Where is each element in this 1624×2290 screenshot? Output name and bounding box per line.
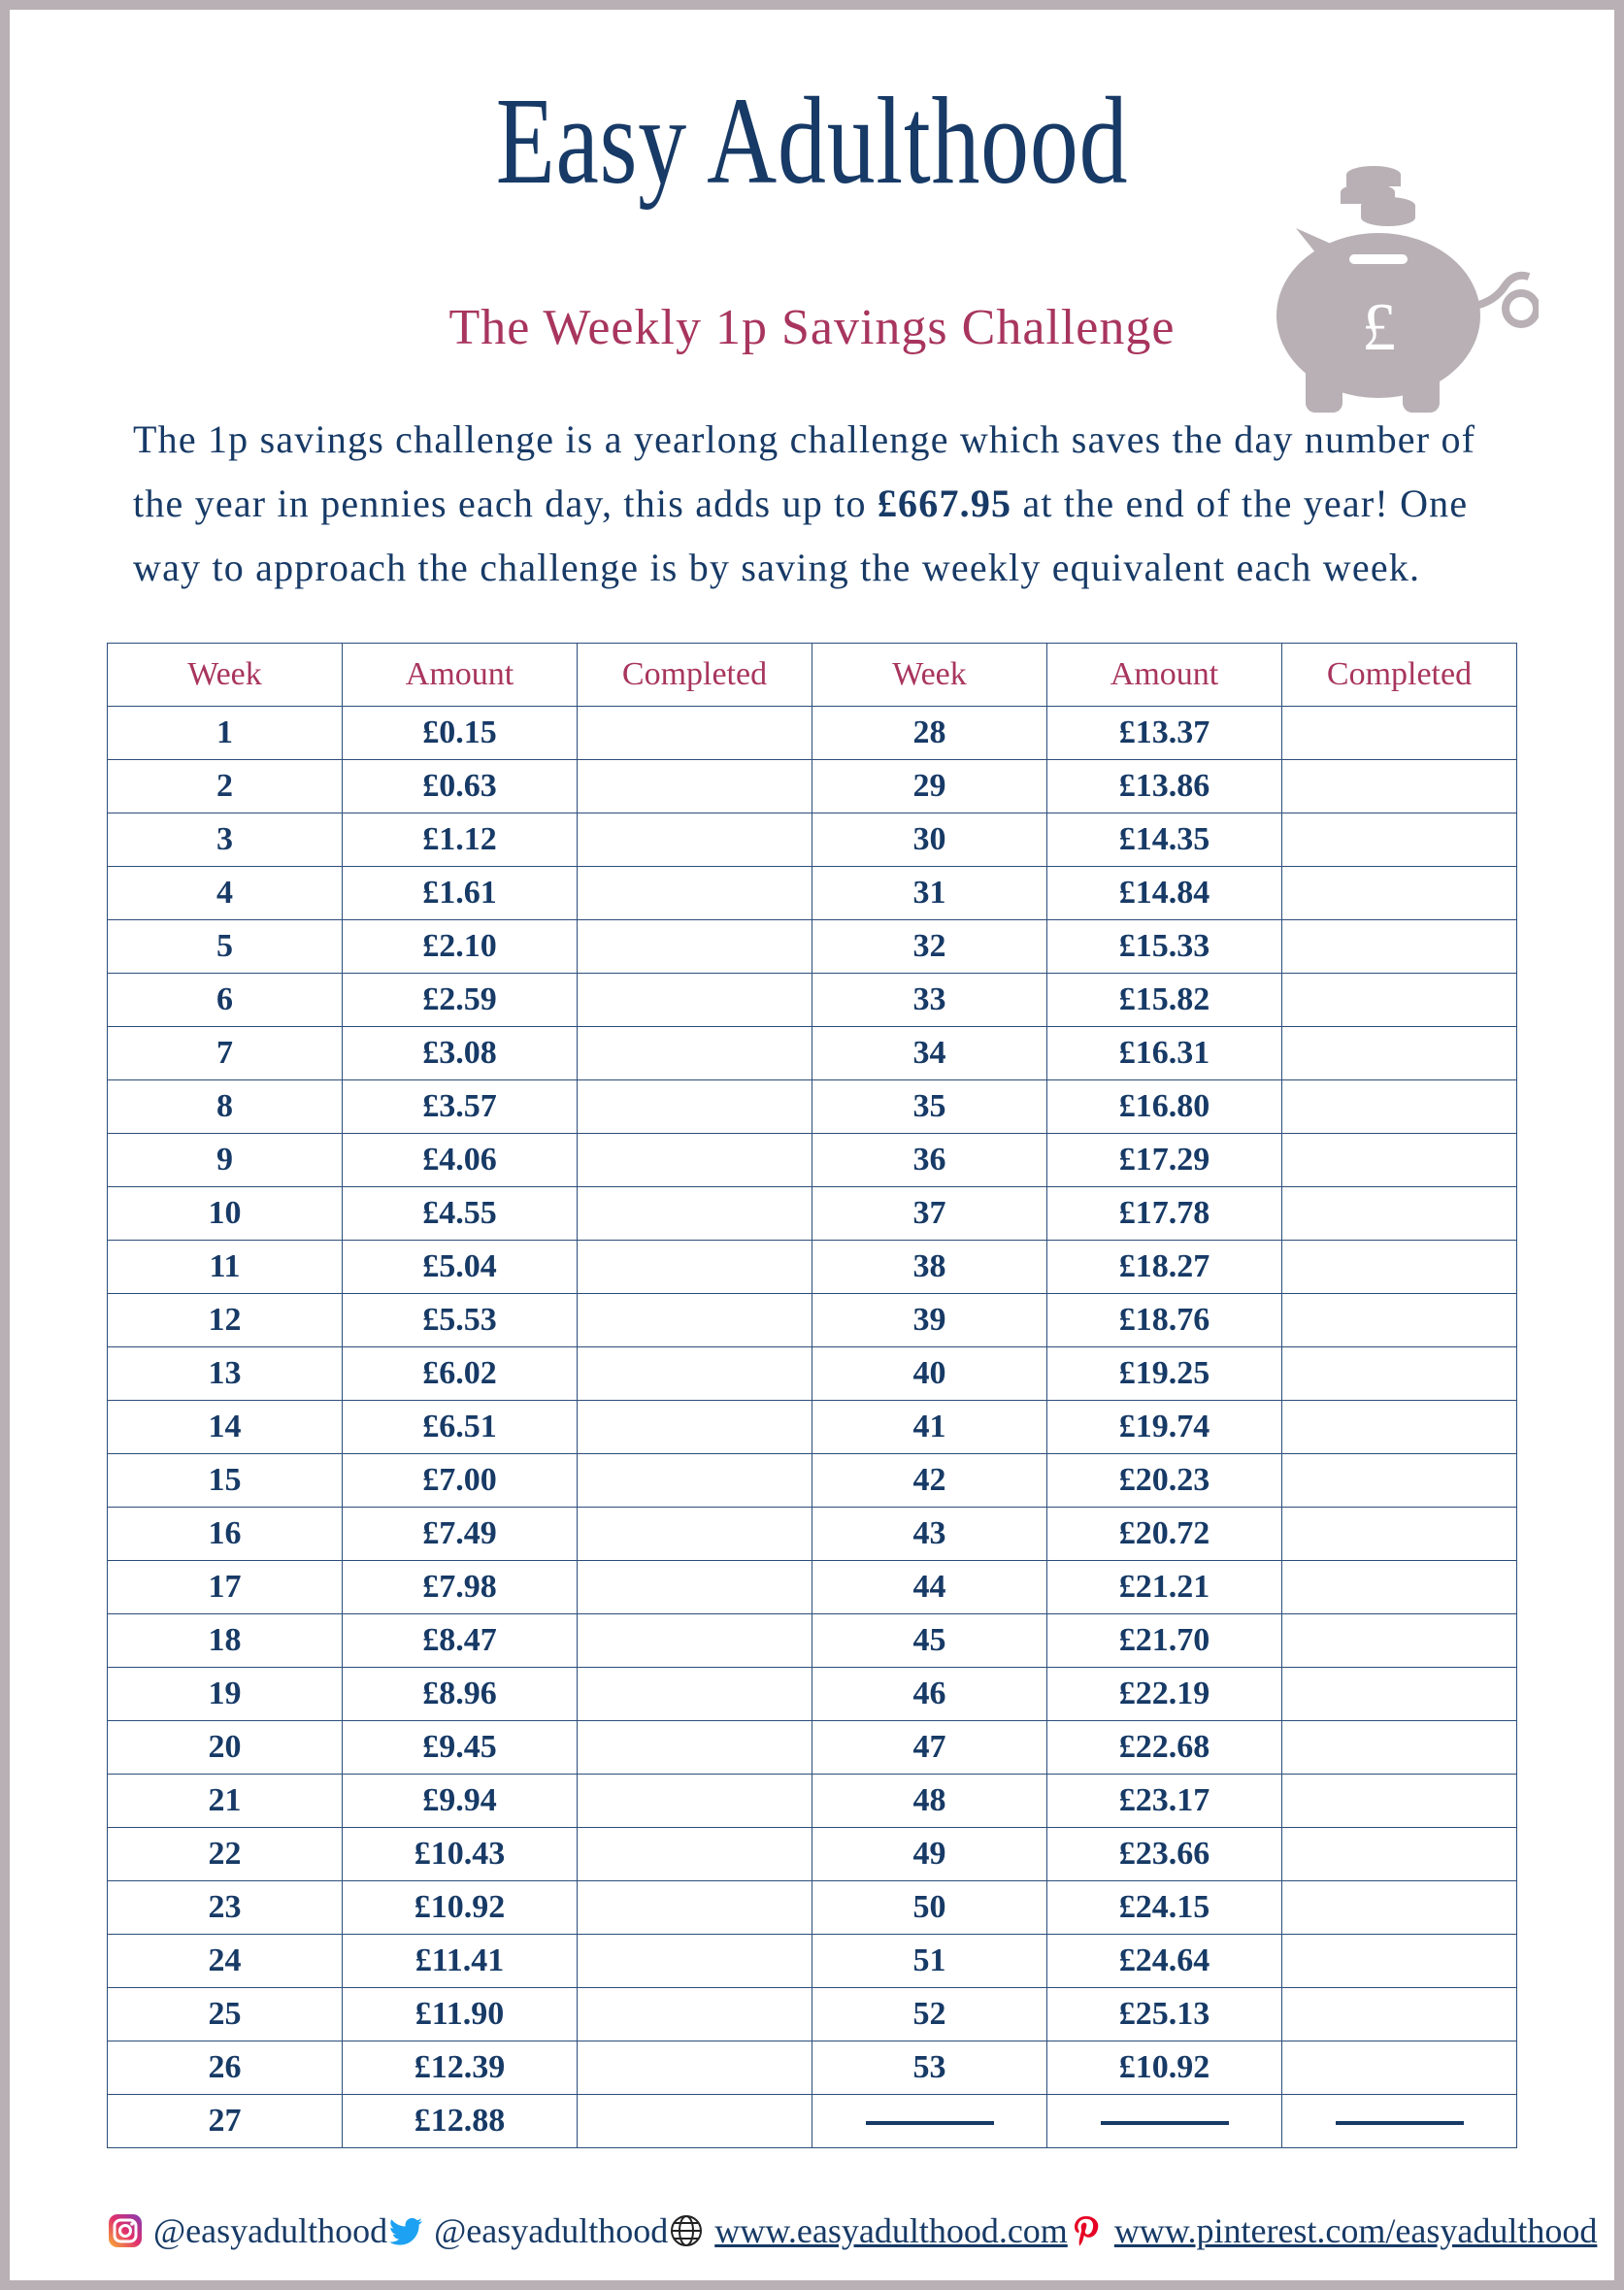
completed-cell[interactable]: [1282, 1721, 1517, 1775]
completed-cell[interactable]: [1282, 1294, 1517, 1347]
week-cell: 27: [108, 2095, 343, 2148]
completed-cell[interactable]: [578, 1775, 812, 1828]
completed-cell[interactable]: [578, 1561, 812, 1614]
twitter-icon: [387, 2212, 424, 2249]
amount-cell: £16.31: [1047, 1027, 1282, 1080]
completed-cell[interactable]: [578, 1828, 812, 1881]
blank-line: [1336, 2121, 1464, 2125]
completed-cell[interactable]: [578, 867, 812, 920]
completed-cell[interactable]: [1282, 1241, 1517, 1294]
completed-cell[interactable]: [1282, 1454, 1517, 1508]
savings-table: [107, 643, 1517, 2148]
header-completed-right: Completed: [1282, 644, 1517, 707]
week-cell: 1: [108, 707, 343, 760]
week-cell: 2: [108, 760, 343, 813]
amount-cell: £2.10: [343, 920, 578, 974]
amount-cell: £11.90: [343, 1988, 578, 2041]
table-row: [108, 2041, 1517, 2095]
week-cell: 32: [812, 920, 1047, 974]
table-row: [108, 1027, 1517, 1080]
twitter-handle: @easyadulthood: [434, 2211, 669, 2250]
week-cell: 8: [108, 1080, 343, 1134]
completed-cell[interactable]: [1282, 867, 1517, 920]
week-cell: 11: [108, 1241, 343, 1294]
table-row: [108, 1187, 1517, 1241]
completed-cell[interactable]: [578, 1454, 812, 1508]
completed-cell[interactable]: [1282, 1080, 1517, 1134]
completed-cell[interactable]: [1282, 813, 1517, 867]
week-cell: 14: [108, 1401, 343, 1454]
week-cell: 46: [812, 1668, 1047, 1721]
table-row: [108, 1721, 1517, 1775]
amount-cell: £25.13: [1047, 1988, 1282, 2041]
svg-text:£: £: [1362, 290, 1396, 365]
week-cell: 26: [108, 2041, 343, 2095]
footer-instagram[interactable]: [107, 2210, 387, 2251]
pinterest-link[interactable]: www.pinterest.com/easyadulthood: [1113, 2211, 1598, 2250]
amount-cell: £2.59: [343, 974, 578, 1027]
subtitle: The Weekly 1p Savings Challenge: [448, 300, 1176, 355]
intro-total: £667.95: [877, 481, 1012, 525]
table-row: [108, 1080, 1517, 1134]
completed-cell[interactable]: [578, 1508, 812, 1561]
week-cell: 38: [812, 1241, 1047, 1294]
amount-cell: £18.76: [1047, 1294, 1282, 1347]
week-cell: 45: [812, 1614, 1047, 1668]
week-cell: 50: [812, 1881, 1047, 1935]
completed-cell[interactable]: [1282, 1508, 1517, 1561]
week-cell: 34: [812, 1027, 1047, 1080]
amount-cell: £10.92: [343, 1881, 578, 1935]
table-row: [108, 1935, 1517, 1988]
header-week-left: Week: [108, 644, 343, 707]
table-row: [108, 1988, 1517, 2041]
website-link[interactable]: www.easyadulthood.com: [714, 2211, 1068, 2250]
completed-cell[interactable]: [578, 1668, 812, 1721]
week-cell: [812, 2095, 1047, 2148]
completed-cell[interactable]: [578, 1134, 812, 1187]
week-cell: 6: [108, 974, 343, 1027]
week-cell: 3: [108, 813, 343, 867]
amount-cell: £7.00: [343, 1454, 578, 1508]
amount-cell: £4.06: [343, 1134, 578, 1187]
completed-cell[interactable]: [1282, 1561, 1517, 1614]
completed-cell[interactable]: [578, 1721, 812, 1775]
amount-cell: £17.29: [1047, 1134, 1282, 1187]
week-cell: 40: [812, 1347, 1047, 1401]
amount-cell: £15.82: [1047, 974, 1282, 1027]
table-row: [108, 760, 1517, 813]
amount-cell: £10.43: [343, 1828, 578, 1881]
amount-cell: £21.70: [1047, 1614, 1282, 1668]
header-amount-right: Amount: [1047, 644, 1282, 707]
completed-cell[interactable]: [1282, 707, 1517, 760]
amount-cell: £19.74: [1047, 1401, 1282, 1454]
header-week-right: Week: [812, 644, 1047, 707]
week-cell: 16: [108, 1508, 343, 1561]
amount-cell: £7.98: [343, 1561, 578, 1614]
amount-cell: £6.51: [343, 1401, 578, 1454]
week-cell: 25: [108, 1988, 343, 2041]
amount-cell: £13.37: [1047, 707, 1282, 760]
completed-cell[interactable]: [578, 974, 812, 1027]
intro-paragraph: [133, 408, 1531, 600]
completed-cell[interactable]: [1282, 1828, 1517, 1881]
completed-cell[interactable]: [1282, 974, 1517, 1027]
table-row: [108, 1508, 1517, 1561]
amount-cell: £24.64: [1047, 1935, 1282, 1988]
amount-cell: £8.47: [343, 1614, 578, 1668]
week-cell: 5: [108, 920, 343, 974]
footer: [107, 2202, 1598, 2260]
completed-cell[interactable]: [578, 1935, 812, 1988]
week-cell: 43: [812, 1508, 1047, 1561]
week-cell: 44: [812, 1561, 1047, 1614]
table-row: [108, 1347, 1517, 1401]
completed-cell[interactable]: [578, 813, 812, 867]
table-row: [108, 1241, 1517, 1294]
week-cell: 41: [812, 1401, 1047, 1454]
completed-cell[interactable]: [578, 707, 812, 760]
completed-cell[interactable]: [578, 1187, 812, 1241]
week-cell: 39: [812, 1294, 1047, 1347]
week-cell: 21: [108, 1775, 343, 1828]
week-cell: 4: [108, 867, 343, 920]
completed-cell[interactable]: [578, 2095, 812, 2148]
table-row: [108, 1828, 1517, 1881]
week-cell: 15: [108, 1454, 343, 1508]
completed-cell[interactable]: [578, 1614, 812, 1668]
amount-cell: £10.92: [1047, 2041, 1282, 2095]
completed-cell[interactable]: [578, 2041, 812, 2095]
table-row: [108, 813, 1517, 867]
table-row: [108, 1134, 1517, 1187]
amount-cell: £19.25: [1047, 1347, 1282, 1401]
week-cell: 10: [108, 1187, 343, 1241]
amount-cell: £3.08: [343, 1027, 578, 1080]
amount-cell: £5.04: [343, 1241, 578, 1294]
piggy-bank-icon: [1267, 146, 1539, 417]
blank-line: [866, 2121, 994, 2125]
amount-cell: £5.53: [343, 1294, 578, 1347]
table-header-row: [108, 644, 1517, 707]
header-amount-left: Amount: [343, 644, 578, 707]
amount-cell: £8.96: [343, 1668, 578, 1721]
week-cell: 48: [812, 1775, 1047, 1828]
amount-cell: [1047, 2095, 1282, 2148]
amount-cell: £13.86: [1047, 760, 1282, 813]
amount-cell: £7.49: [343, 1508, 578, 1561]
completed-cell[interactable]: [578, 1401, 812, 1454]
table-row: [108, 1668, 1517, 1721]
intro-text-part1: The 1p savings challenge is a yearlong challenge which saves the day number of the year in pennies each day, this adds up to: [133, 417, 1476, 525]
amount-cell: £23.17: [1047, 1775, 1282, 1828]
amount-cell: £21.21: [1047, 1561, 1282, 1614]
completed-cell[interactable]: [1282, 760, 1517, 813]
week-cell: 53: [812, 2041, 1047, 2095]
week-cell: 22: [108, 1828, 343, 1881]
amount-cell: £20.23: [1047, 1454, 1282, 1508]
amount-cell: £15.33: [1047, 920, 1282, 974]
completed-cell[interactable]: [1282, 2095, 1517, 2148]
table-row: [108, 2095, 1517, 2148]
blank-line: [1101, 2121, 1229, 2125]
week-cell: 36: [812, 1134, 1047, 1187]
amount-cell: £22.68: [1047, 1721, 1282, 1775]
week-cell: 23: [108, 1881, 343, 1935]
amount-cell: £24.15: [1047, 1881, 1282, 1935]
table-row: [108, 974, 1517, 1027]
completed-cell[interactable]: [1282, 1668, 1517, 1721]
week-cell: 17: [108, 1561, 343, 1614]
week-cell: 37: [812, 1187, 1047, 1241]
table-row: [108, 1775, 1517, 1828]
week-cell: 49: [812, 1828, 1047, 1881]
instagram-icon: [107, 2212, 144, 2249]
completed-cell[interactable]: [578, 1027, 812, 1080]
week-cell: 28: [812, 707, 1047, 760]
table-row: [108, 1561, 1517, 1614]
amount-cell: £22.19: [1047, 1668, 1282, 1721]
completed-cell[interactable]: [1282, 920, 1517, 974]
week-cell: 7: [108, 1027, 343, 1080]
footer-pinterest[interactable]: [1068, 2210, 1598, 2251]
week-cell: 29: [812, 760, 1047, 813]
completed-cell[interactable]: [1282, 2041, 1517, 2095]
footer-twitter[interactable]: [387, 2210, 668, 2251]
page-title: Easy Adulthood: [495, 72, 1129, 210]
amount-cell: £3.57: [343, 1080, 578, 1134]
table-row: [108, 1881, 1517, 1935]
amount-cell: £4.55: [343, 1187, 578, 1241]
week-cell: 24: [108, 1935, 343, 1988]
amount-cell: £9.45: [343, 1721, 578, 1775]
completed-cell[interactable]: [1282, 1614, 1517, 1668]
amount-cell: £16.80: [1047, 1080, 1282, 1134]
amount-cell: £0.15: [343, 707, 578, 760]
completed-cell[interactable]: [578, 1241, 812, 1294]
completed-cell[interactable]: [1282, 1187, 1517, 1241]
completed-cell[interactable]: [578, 1294, 812, 1347]
week-cell: 9: [108, 1134, 343, 1187]
completed-cell[interactable]: [1282, 1134, 1517, 1187]
completed-cell[interactable]: [578, 920, 812, 974]
completed-cell[interactable]: [1282, 1988, 1517, 2041]
week-cell: 42: [812, 1454, 1047, 1508]
instagram-handle: @easyadulthood: [153, 2211, 388, 2250]
amount-cell: £12.39: [343, 2041, 578, 2095]
amount-cell: £18.27: [1047, 1241, 1282, 1294]
amount-cell: £14.84: [1047, 867, 1282, 920]
amount-cell: £6.02: [343, 1347, 578, 1401]
table-row: [108, 1614, 1517, 1668]
table-row: [108, 1294, 1517, 1347]
week-cell: 51: [812, 1935, 1047, 1988]
completed-cell[interactable]: [1282, 1347, 1517, 1401]
amount-cell: £9.94: [343, 1775, 578, 1828]
page: [10, 10, 1614, 2280]
amount-cell: £14.35: [1047, 813, 1282, 867]
completed-cell[interactable]: [1282, 1401, 1517, 1454]
completed-cell[interactable]: [578, 1988, 812, 2041]
header-completed-left: Completed: [578, 644, 812, 707]
week-cell: 52: [812, 1988, 1047, 2041]
pinterest-icon: [1068, 2212, 1105, 2249]
week-cell: 12: [108, 1294, 343, 1347]
week-cell: 47: [812, 1721, 1047, 1775]
table-row: [108, 867, 1517, 920]
week-cell: 33: [812, 974, 1047, 1027]
completed-cell[interactable]: [578, 1881, 812, 1935]
table-row: [108, 920, 1517, 974]
table-row: [108, 1454, 1517, 1508]
table-row: [108, 1401, 1517, 1454]
week-cell: 31: [812, 867, 1047, 920]
week-cell: 30: [812, 813, 1047, 867]
completed-cell[interactable]: [578, 760, 812, 813]
week-cell: 35: [812, 1080, 1047, 1134]
amount-cell: £1.61: [343, 867, 578, 920]
amount-cell: £11.41: [343, 1935, 578, 1988]
amount-cell: £20.72: [1047, 1508, 1282, 1561]
completed-cell[interactable]: [1282, 1027, 1517, 1080]
completed-cell[interactable]: [1282, 1775, 1517, 1828]
week-cell: 19: [108, 1668, 343, 1721]
amount-cell: £17.78: [1047, 1187, 1282, 1241]
intro-text-part2: at the end of the year! One way to approach the challenge is by saving the weekly equivalent each week.: [133, 481, 1469, 589]
completed-cell[interactable]: [578, 1347, 812, 1401]
completed-cell[interactable]: [1282, 1935, 1517, 1988]
globe-icon: [668, 2212, 705, 2249]
week-cell: 20: [108, 1721, 343, 1775]
completed-cell[interactable]: [578, 1080, 812, 1134]
table-row: [108, 707, 1517, 760]
week-cell: 18: [108, 1614, 343, 1668]
amount-cell: £1.12: [343, 813, 578, 867]
footer-website[interactable]: [668, 2210, 1068, 2251]
completed-cell[interactable]: [1282, 1881, 1517, 1935]
amount-cell: £12.88: [343, 2095, 578, 2148]
amount-cell: £0.63: [343, 760, 578, 813]
week-cell: 13: [108, 1347, 343, 1401]
amount-cell: £23.66: [1047, 1828, 1282, 1881]
